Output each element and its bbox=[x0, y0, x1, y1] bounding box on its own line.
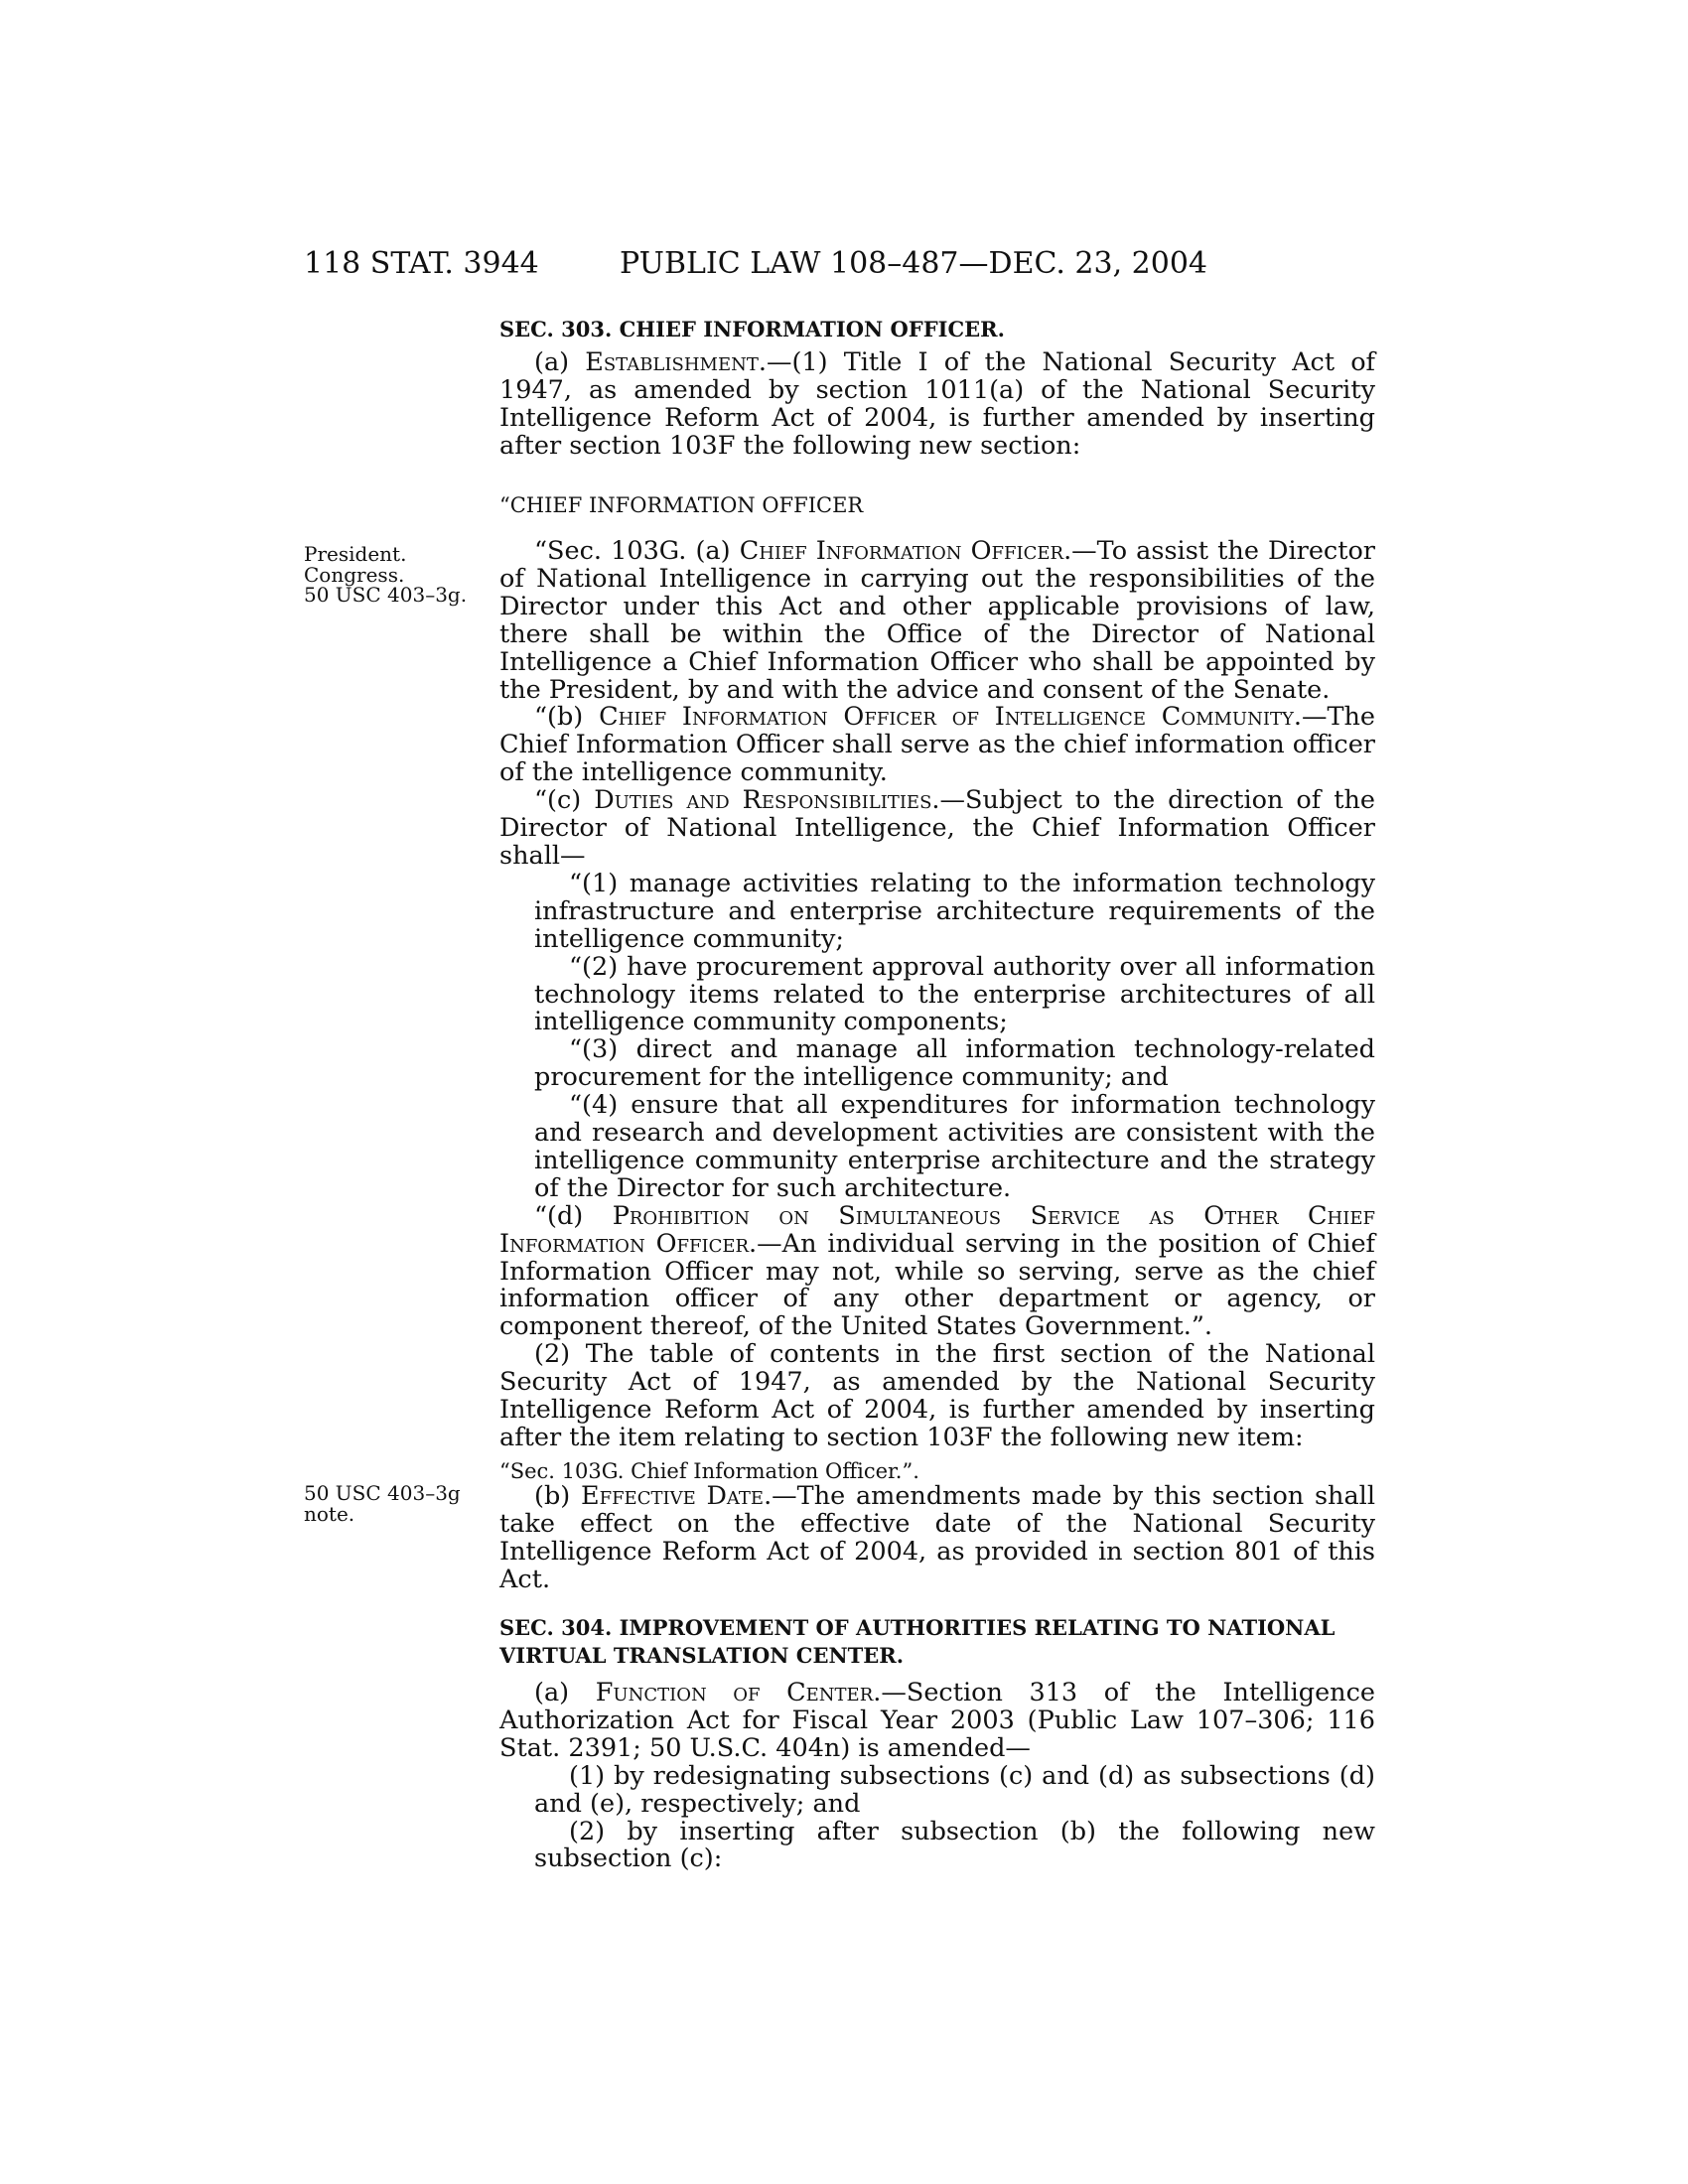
subsection-title: Duties and Responsibilities bbox=[594, 785, 932, 816]
section-103g-d: “(d) Prohibition on Simultaneous Service as Other Chief Information Officer.—An individual serving in the position of Chief Information Officer may not, while so serving, serve as the chief information officer of any other department or agency, or component thereof, of the United States Government.”. bbox=[499, 1200, 1375, 1342]
section-304-a-1: (1) by redesignating subsections (c) and (d) as subsections (d) and (e), respectively; and bbox=[534, 1760, 1375, 1819]
section-303-b-paragraph: (b) Effective Date.—The amendments made by this section shall take effect on the effective date of the National Security Intelligence Reform Act of 2004, as provided in section 801 of this Act. bbox=[499, 1481, 1375, 1594]
section-103g-c-4: “(4) ensure that all expenditures for information technology and research and development activities are consistent with the intelligence community enterprise architecture and the strategy of the Director for such architecture. bbox=[534, 1090, 1375, 1203]
section-103g-a: “Sec. 103G. (a) Chief Information Officer.—To assist the Director of National Intelligence in carrying out the responsibilities of the Director under this Act and other applicable provisions of law, there shall be within the Office of the Director of National Intelligence a Chief Information Officer who shall be appointed by the President, by and with the advice and consent of the Senate. bbox=[499, 536, 1375, 705]
running-header-public-law: PUBLIC LAW 108–487—DEC. 23, 2004 bbox=[620, 246, 1208, 281]
section-303-a-2: (2) The table of contents in the first section of the National Security Act of 1947, as amended by the National Security Intelligence Reform Act of 2004, is further amended by inserting after the item relating to section 103F the following new item: bbox=[499, 1339, 1375, 1452]
subsection-title: Chief Information Officer bbox=[739, 536, 1064, 566]
section-304-a: (a) Function of Center.—Section 313 of the Intelligence Authorization Act for Fiscal Year 2003 (Public Law 107–306; 116 Stat. 2391; 50 U.S.C. 404n) is amended— bbox=[499, 1678, 1375, 1763]
section-103g-c-2: “(2) have procurement approval authority over all information technology items related to the enterprise architectures of all intelligence community components; bbox=[534, 951, 1375, 1037]
section-304-a-2: (2) by inserting after subsection (b) the following new subsection (c): bbox=[534, 1816, 1375, 1874]
toc-inserted-item: “Sec. 103G. Chief Information Officer.”. bbox=[499, 1459, 919, 1483]
margin-note-line: President. bbox=[304, 542, 407, 566]
section-303-a-paragraph: (a) Establishment.—(1) Title I of the National Security Act of 1947, as amended by section 1011(a) of the National Security Intelligence Reform Act of 2004, is further amended by inserting after section 103F the following new section: bbox=[499, 347, 1375, 461]
inserted-section-heading: “CHIEF INFORMATION OFFICER bbox=[499, 493, 864, 517]
section-103g-c-3: “(3) direct and manage all information technology-related procurement for the intelligence community; and bbox=[534, 1034, 1375, 1093]
section-304-heading: SEC. 304. IMPROVEMENT OF AUTHORITIES RELATING TO NATIONAL VIRTUAL TRANSLATION CENTER. bbox=[499, 1615, 1336, 1668]
margin-note-line: 50 USC 403–3g. bbox=[304, 583, 468, 607]
section-303-heading: SEC. 303. CHIEF INFORMATION OFFICER. bbox=[499, 317, 1005, 341]
running-header-stat-page: 118 STAT. 3944 bbox=[304, 246, 539, 281]
margin-note-president-congress bbox=[304, 544, 467, 606]
subsection-title: Effective Date bbox=[580, 1481, 765, 1511]
section-103g-b: “(b) Chief Information Officer of Intelligence Community.—The Chief Information Officer shall serve as the chief information officer of the intelligence community. bbox=[499, 702, 1375, 788]
margin-note-line: note. bbox=[304, 1501, 355, 1526]
subsection-title: Prohibition on Simultaneous Service as Other Chief Information Officer bbox=[499, 1200, 1375, 1259]
subsection-title: Function of Center bbox=[595, 1678, 874, 1707]
subsection-title: Establishment bbox=[585, 347, 759, 377]
subsection-title: Chief Information Officer of Intelligence Community bbox=[599, 702, 1294, 733]
margin-note-line: 50 USC 403–3g bbox=[304, 1481, 461, 1505]
section-103g-body bbox=[499, 538, 1375, 1452]
section-304-body bbox=[499, 1680, 1375, 1873]
margin-note-usc-note bbox=[304, 1483, 461, 1524]
margin-note-line: Congress. bbox=[304, 562, 405, 587]
section-103g-c: “(c) Duties and Responsibilities.—Subject to the direction of the Director of National Intelligence, the Chief Information Officer shall— bbox=[499, 785, 1376, 871]
section-103g-c-1: “(1) manage activities relating to the information technology infrastructure and enterprise architecture requirements of the intelligence community; bbox=[534, 868, 1375, 954]
